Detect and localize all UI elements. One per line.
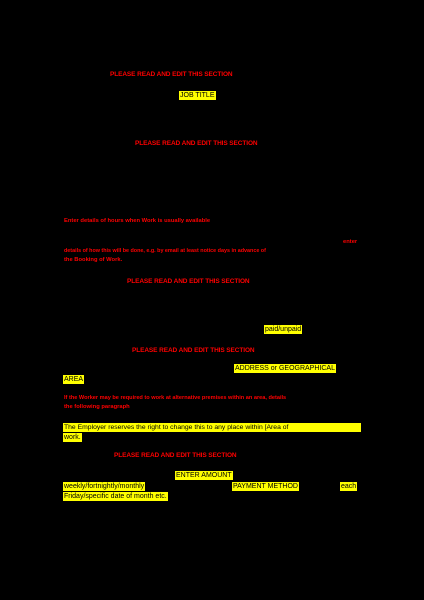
section-heading-3: PLEASE READ AND EDIT THIS SECTION xyxy=(127,278,250,285)
payment-frequency-field[interactable]: weekly/fortnightly/monthly xyxy=(64,483,145,490)
enter-amount-field[interactable]: ENTER AMOUNT xyxy=(176,472,232,479)
employer-reserves-line1[interactable]: The Employer reserves the right to change this to any place within [Area of xyxy=(63,423,361,432)
payment-day-field[interactable]: Friday/specific date of month etc. xyxy=(64,493,167,500)
notice-instruction-line1: details of how this will be done, e.g. by email at least notice days in advance of xyxy=(64,248,266,254)
paid-unpaid-field[interactable]: paid/unpaid xyxy=(265,326,302,333)
worker-travel-instruction-line1: If the Worker may be required to work at alternative premises within an area, details xyxy=(64,395,287,401)
hours-instruction: Enter details of hours when Work is usually available xyxy=(64,218,211,224)
job-title-field[interactable]: JOB TITLE xyxy=(180,92,215,99)
each-field[interactable]: each xyxy=(341,483,357,490)
worker-travel-instruction-line2: the following paragraph xyxy=(64,404,130,410)
section-heading-2: PLEASE READ AND EDIT THIS SECTION xyxy=(135,140,258,147)
payment-method-field[interactable]: PAYMENT METHOD xyxy=(233,483,298,490)
section-heading-1: PLEASE READ AND EDIT THIS SECTION xyxy=(110,71,233,78)
section-heading-4: PLEASE READ AND EDIT THIS SECTION xyxy=(132,347,255,354)
employer-reserves-line2[interactable]: work. xyxy=(64,434,81,441)
address-field-line2[interactable]: AREA xyxy=(64,376,84,383)
address-field-line1[interactable]: ADDRESS or GEOGRAPHICAL xyxy=(235,365,335,372)
notice-instruction-line2: the Booking of Work. xyxy=(64,257,123,263)
section-heading-5: PLEASE READ AND EDIT THIS SECTION xyxy=(114,452,237,459)
enter-instruction: enter xyxy=(343,239,358,245)
